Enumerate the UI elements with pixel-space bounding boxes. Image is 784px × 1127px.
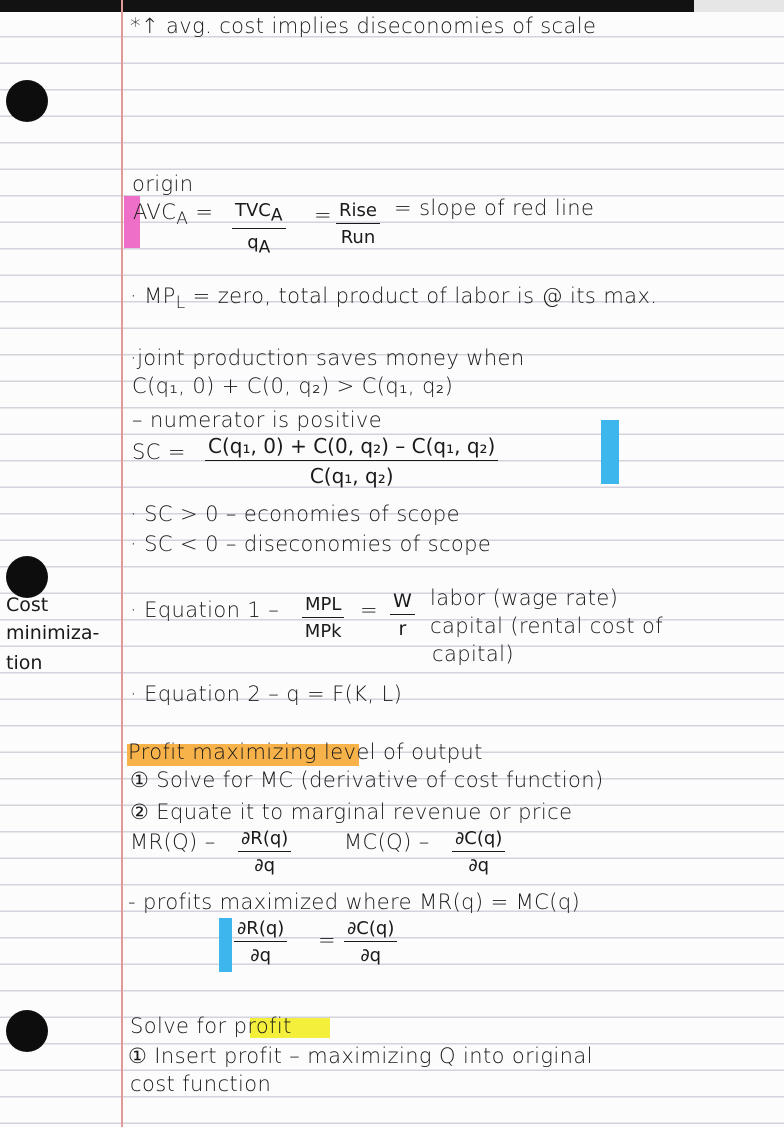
punch-hole (6, 1010, 48, 1052)
note-line: C(q₁, 0) + C(0, q₂) > C(q₁, q₂) (132, 374, 454, 398)
equals-sign: = (314, 203, 332, 227)
punch-hole (6, 80, 48, 122)
dc-fraction: $\frac{\partial C(q)}{\partial q}$ (344, 918, 397, 966)
note-line: ① Insert profit – maximizing Q into original (128, 1044, 593, 1068)
margin-note: tion (6, 652, 43, 674)
note-line: *↑ avg. cost implies diseconomies of scale (130, 14, 597, 38)
note-line: Solve for profit (130, 1014, 292, 1038)
punch-hole (6, 556, 48, 598)
mr-label: MR(Q) – (130, 830, 216, 854)
margin-note: Cost (6, 594, 49, 616)
equals-sign: = (360, 598, 378, 622)
note-line: cost function (130, 1072, 272, 1096)
note-line: capital) (432, 642, 514, 666)
w-r-fraction: $\frac{W}{r}$ (390, 590, 415, 640)
note-line: – numerator is positive (132, 408, 383, 432)
note-line: Profit maximizing level of output (128, 740, 483, 764)
note-line: capital (rental cost of (430, 614, 664, 638)
dr-fraction: $\frac{\partial R(q)}{\partial q}$ (234, 918, 287, 966)
note-line: labor (wage rate) (430, 586, 619, 610)
note-line: ② Equate it to marginal revenue or price (130, 800, 573, 824)
note-line: · $MP_L$ = zero, total product of labor is @ its max. (130, 284, 658, 314)
note-line: - profits maximized where MR(q) = MC(q) (128, 890, 581, 914)
mpl-mpk-fraction: MPL MPk (302, 594, 344, 642)
top-edge (0, 0, 784, 12)
note-line: · Equation 1 – (130, 598, 280, 622)
mr-fraction: $\frac{\partial R(q)}{\partial q}$ (238, 828, 291, 876)
note-line: · SC < 0 – diseconomies of scope (130, 532, 492, 556)
blue-highlight (601, 420, 619, 484)
avc-fraction: $TVC_A$ $q_A$ (232, 200, 286, 257)
mc-fraction: $\frac{\partial C(q)}{\partial q}$ (452, 828, 505, 876)
sc-label: SC = (132, 440, 186, 464)
note-line: ① Solve for MC (derivative of cost function) (130, 768, 604, 792)
margin-note: minimiza- (6, 622, 100, 644)
equals-sign: = (318, 928, 336, 952)
sc-fraction: $\frac{\text{C(q₁, 0) + C(0, q₂) – C(q₁, q₂)}}{\text{C(q₁, q₂)}}$ (205, 434, 498, 488)
note-line: · SC > 0 – economies of scope (130, 502, 460, 526)
note-line: origin (132, 172, 194, 196)
note-line: ·joint production saves money when (130, 346, 525, 370)
note-line: · Equation 2 – q = F(K, L) (130, 682, 403, 706)
note-line: = slope of red line (394, 196, 595, 220)
margin-line (121, 0, 123, 1127)
mc-label: MC(Q) – (344, 830, 430, 854)
rise-run-fraction: Rise Run (336, 200, 380, 248)
avc-label: $AVC_A$ = (133, 200, 214, 230)
blue-highlight (219, 918, 232, 972)
